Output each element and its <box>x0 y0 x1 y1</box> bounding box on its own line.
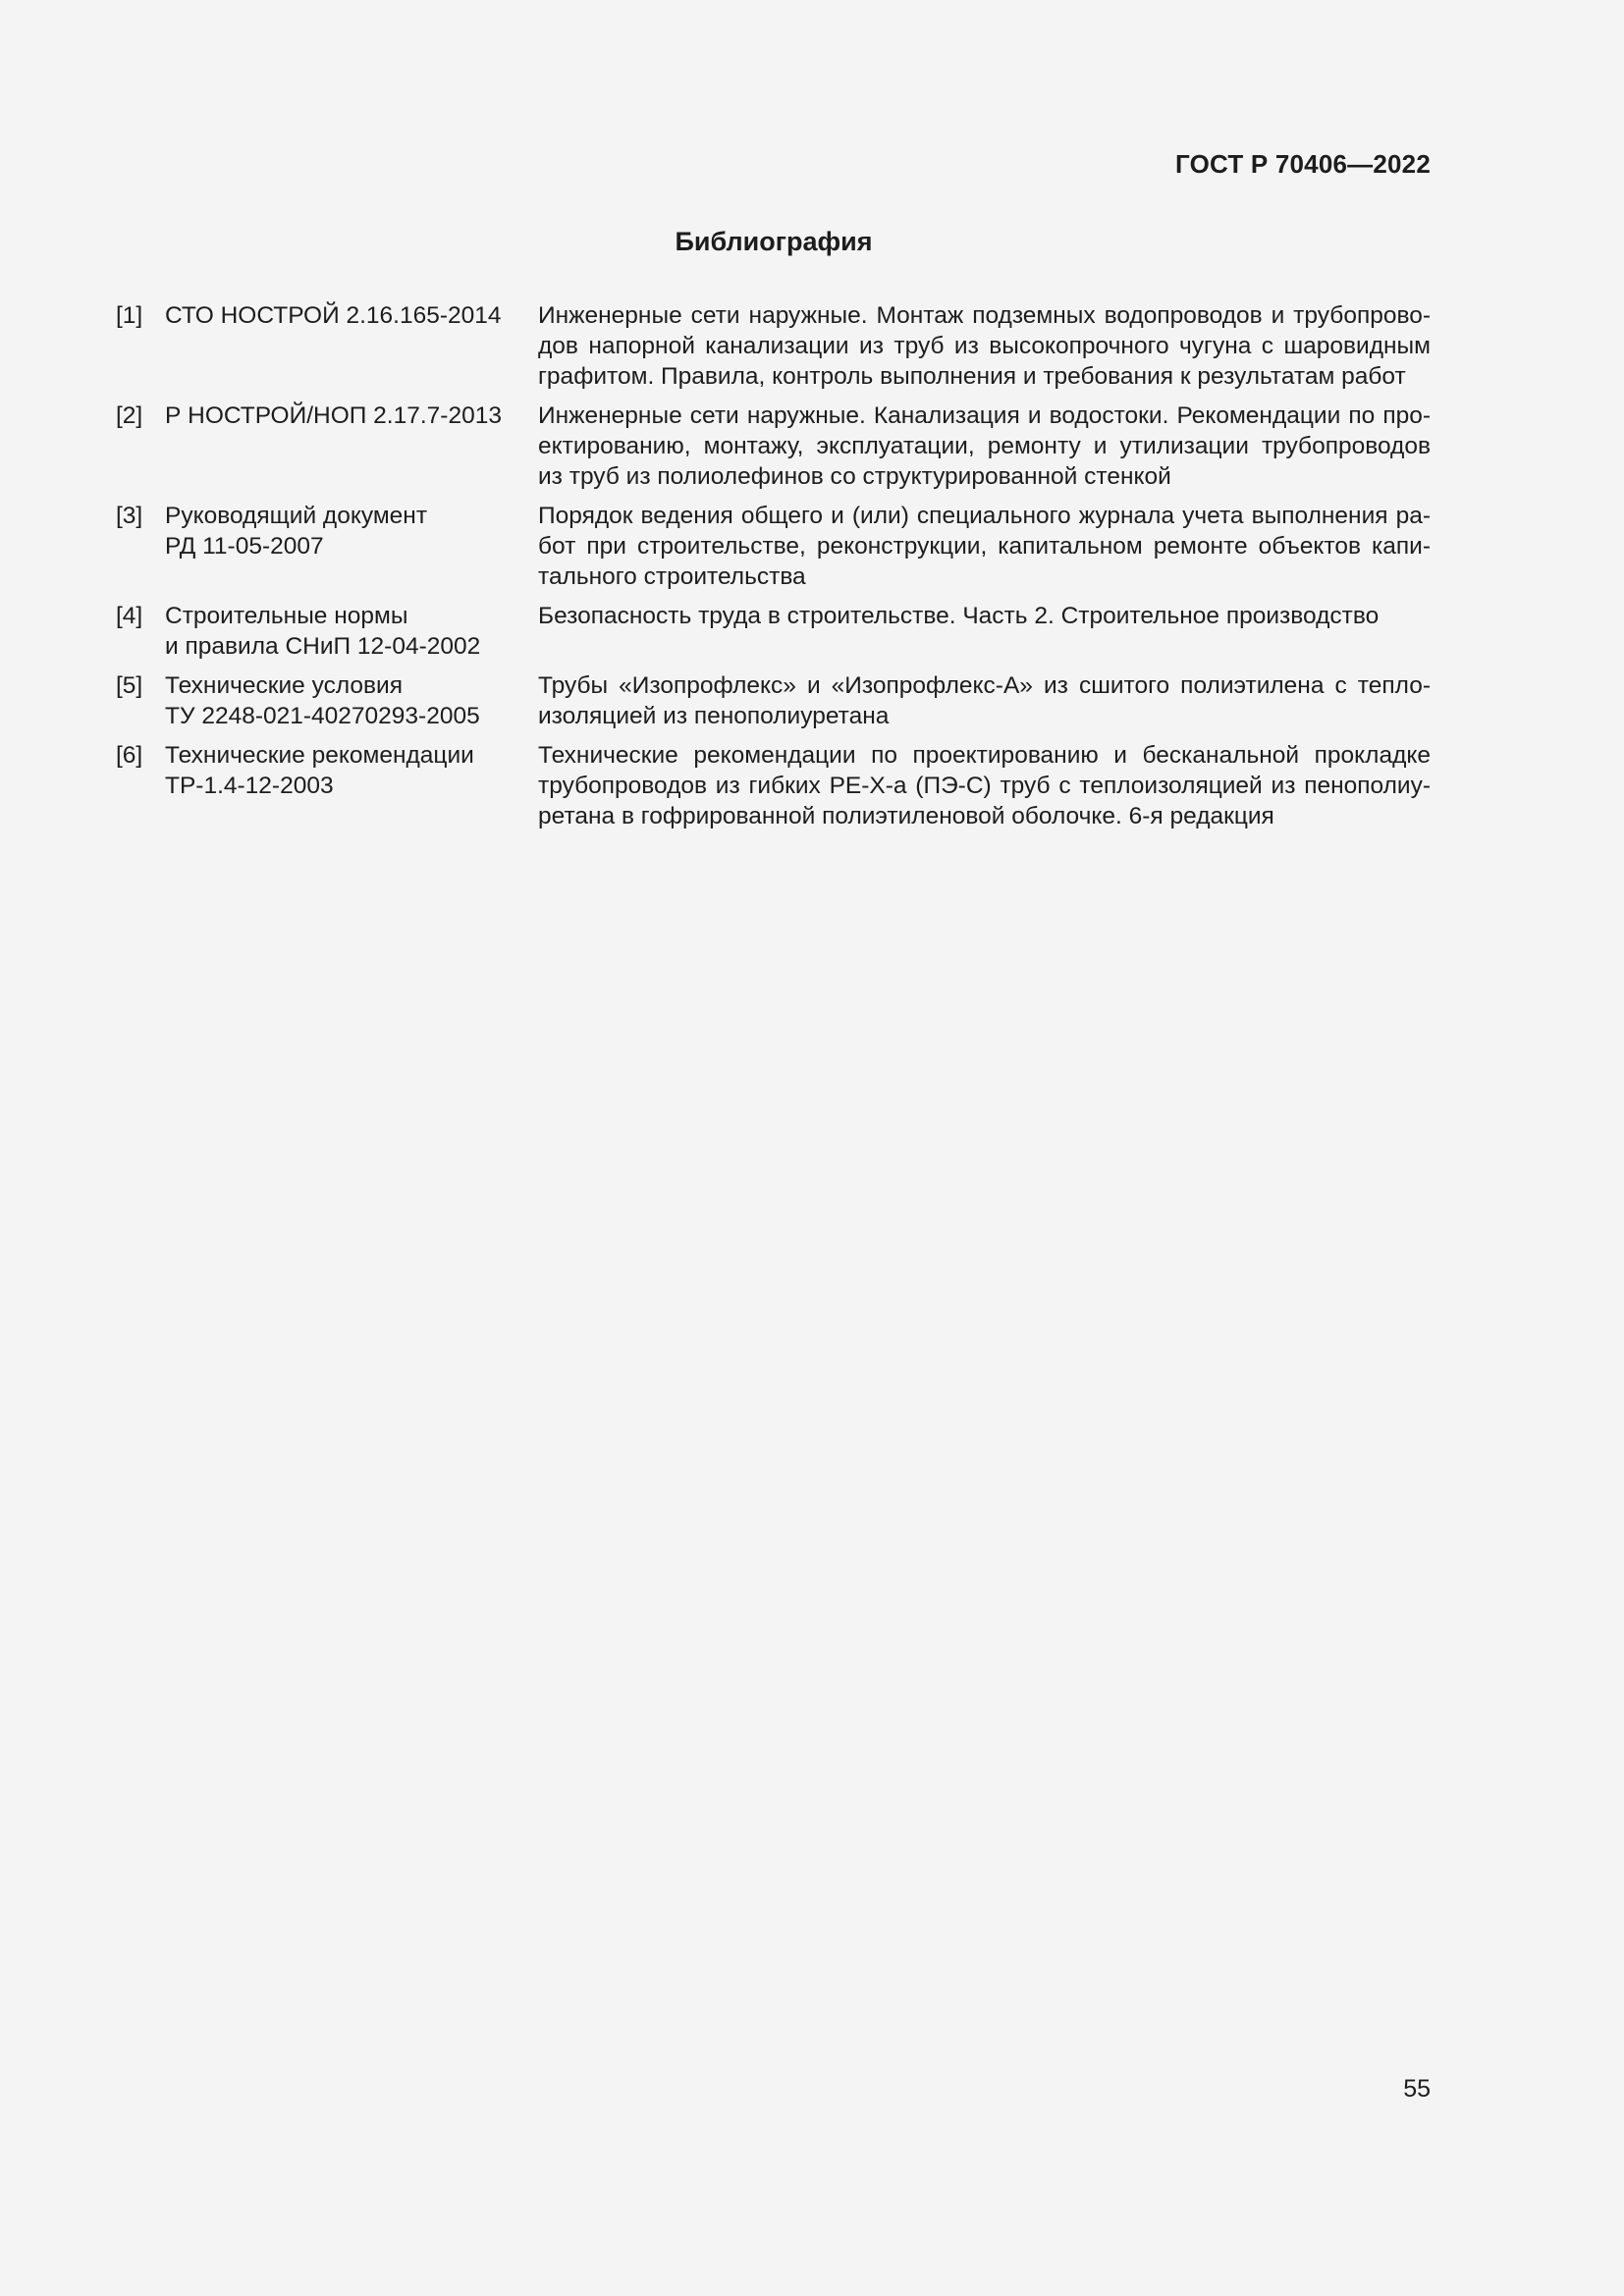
entry-description-line: изоляцией из пенополиуретана <box>538 703 890 729</box>
bibliography-entry <box>116 670 1431 731</box>
entry-description <box>538 670 1431 731</box>
entry-number: [2] <box>116 402 143 429</box>
bibliography-entry <box>116 601 1431 662</box>
entry-description <box>538 740 1431 831</box>
entry-description-line: бот при строительстве, реконструкции, капитальном ремонте объектов капи- <box>538 533 1431 560</box>
entry-description-line: дов напорной канализации из труб из высокопрочного чугуна с шаровидным <box>538 333 1431 359</box>
entry-number: [1] <box>116 302 143 329</box>
entry-description-line: Безопасность труда в строительстве. Часть 2. Строительное производство <box>538 603 1380 629</box>
bibliography-title: Библиография <box>675 227 873 256</box>
entry-reference <box>165 740 528 801</box>
entry-reference-line: Строительные нормы <box>165 603 408 629</box>
entry-reference-line: Руководящий документ <box>165 503 428 529</box>
entry-number: [5] <box>116 672 143 699</box>
entry-reference-line: РД 11-05-2007 <box>165 533 324 560</box>
bibliography-entry <box>116 740 1431 831</box>
entry-reference-line: СТО НОСТРОЙ 2.16.165-2014 <box>165 302 502 329</box>
entry-description <box>538 400 1431 492</box>
entry-reference <box>165 501 528 561</box>
entry-reference-line: Р НОСТРОЙ/НОП 2.17.7-2013 <box>165 402 502 429</box>
bibliography-entry <box>116 400 1431 492</box>
document-code-header: ГОСТ Р 70406—2022 <box>1175 149 1431 179</box>
entry-description-line: графитом. Правила, контроль выполнения и требования к результатам работ <box>538 363 1406 390</box>
entry-reference <box>165 601 528 662</box>
entry-reference-line: Технические условия <box>165 672 404 699</box>
entry-reference-line: ТР-1.4-12-2003 <box>165 773 334 799</box>
entry-description-line: Порядок ведения общего и (или) специального журнала учета выполнения ра- <box>538 503 1431 529</box>
entry-reference-line: и правила СНиП 12-04-2002 <box>165 633 481 660</box>
entry-description-line: ретана в гофрированной полиэтиленовой оболочке. 6-я редакция <box>538 803 1274 829</box>
entry-number: [6] <box>116 742 143 769</box>
bibliography-entry <box>116 501 1431 592</box>
entry-number: [4] <box>116 603 143 629</box>
page-number: 55 <box>1403 2075 1431 2103</box>
entry-description <box>538 501 1431 592</box>
bibliography-entry <box>116 300 1431 392</box>
entry-description-line: ектированию, монтажу, эксплуатации, ремонту и утилизации трубопроводов <box>538 433 1431 459</box>
entry-number: [3] <box>116 503 143 529</box>
entry-description-line: Инженерные сети наружные. Монтаж подземных водопроводов и трубопрово- <box>538 302 1431 329</box>
entry-description <box>538 601 1431 631</box>
entry-description <box>538 300 1431 392</box>
entry-description-line: Технические рекомендации по проектированию и бесканальной прокладке <box>538 742 1431 769</box>
entry-description-line: Трубы «Изопрофлекс» и «Изопрофлекс-А» из сшитого полиэтилена с тепло- <box>538 672 1431 699</box>
entry-reference <box>165 670 528 731</box>
entry-reference-line: ТУ 2248-021-40270293-2005 <box>165 703 480 729</box>
bibliography-list <box>116 300 1431 840</box>
entry-reference <box>165 400 528 431</box>
entry-description-line: Инженерные сети наружные. Канализация и водостоки. Рекомендации по про- <box>538 402 1431 429</box>
entry-description-line: из труб из полиолефинов со структурированной стенкой <box>538 463 1171 490</box>
entry-description-line: тального строительства <box>538 563 806 590</box>
entry-description-line: трубопроводов из гибких PE-X-a (ПЭ-С) труб с теплоизоляцией из пенополиу- <box>538 773 1431 799</box>
entry-reference <box>165 300 528 331</box>
entry-reference-line: Технические рекомендации <box>165 742 474 769</box>
